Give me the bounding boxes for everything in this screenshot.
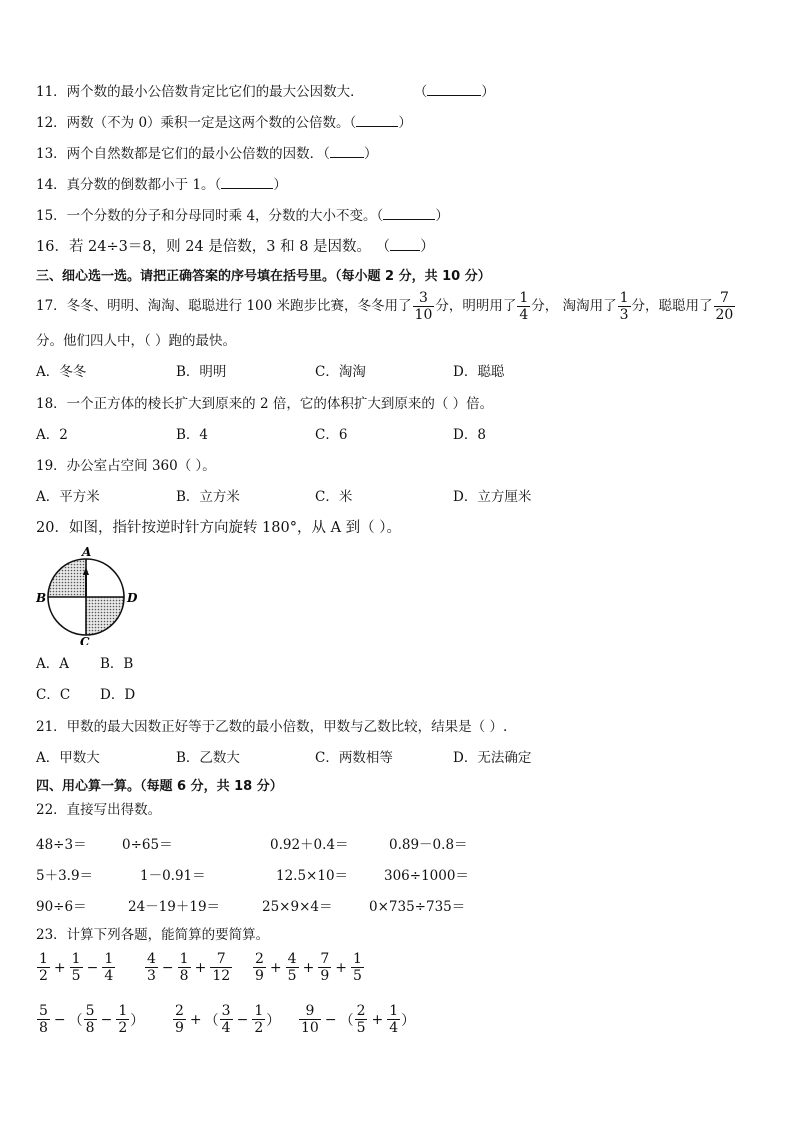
option-b[interactable]: B．立方米 bbox=[176, 489, 240, 505]
option-a[interactable]: A．甲数大 bbox=[36, 750, 100, 766]
answer-blank[interactable] bbox=[221, 176, 273, 189]
option-b[interactable]: B．4 bbox=[176, 427, 209, 443]
question-11: 11．两个数的最小公倍数肯定比它们的最大公因数大． （ ） bbox=[36, 84, 495, 100]
option-d[interactable]: D．聪聪 bbox=[453, 364, 505, 380]
calc-item: 5＋3.9＝ bbox=[36, 868, 94, 884]
option-b[interactable]: B．B bbox=[100, 656, 134, 672]
question-20: 20．如图，指针按逆时针方向旋转 180°，从 A 到（ ）。 bbox=[36, 520, 402, 536]
option-d[interactable]: D．8 bbox=[453, 427, 486, 443]
calc-item: 1－0.91＝ bbox=[140, 868, 206, 884]
option-a[interactable]: A．A bbox=[36, 656, 69, 672]
calc-item: 48÷3＝ bbox=[36, 837, 87, 853]
question-16: 16．若 24÷3＝8，则 24 是倍数，3 和 8 是因数。 （ ） bbox=[36, 239, 435, 255]
label-b: B bbox=[36, 591, 47, 605]
option-d[interactable]: D．无法确定 bbox=[453, 750, 532, 766]
expression-6: $\frac{9}{10}$ − （ $\frac{2}{5}$ + $\frac{1}{4}$ ） bbox=[301, 1003, 416, 1036]
option-b[interactable]: B．明明 bbox=[176, 364, 227, 380]
answer-blank[interactable] bbox=[330, 145, 364, 158]
fraction: $\frac{1}{3}$ bbox=[619, 289, 629, 323]
expression-3: $\frac{2}{9}$ + $\frac{4}{5}$ + $\frac{7}{9}$ + $\frac{1}{5}$ bbox=[255, 951, 362, 984]
option-c[interactable]: C．6 bbox=[315, 427, 348, 443]
question-22: 22．直接写出得数。 bbox=[36, 802, 162, 818]
question-19: 19．办公室占空间 360（ ）。 bbox=[36, 458, 216, 474]
calc-item: 90÷6＝ bbox=[36, 899, 87, 915]
expression-1: $\frac{1}{2}$ + $\frac{1}{5}$ − $\frac{1}{4}$ bbox=[39, 951, 114, 984]
expression-5: $\frac{2}{9}$ + （ $\frac{3}{4}$ − $\frac{1}{2}$ ） bbox=[175, 1003, 281, 1036]
option-a[interactable]: A．2 bbox=[36, 427, 68, 443]
label-c: C bbox=[80, 635, 90, 645]
option-c[interactable]: C．两数相等 bbox=[315, 750, 393, 766]
option-c[interactable]: C．C bbox=[36, 687, 71, 703]
calc-item: 0.92＋0.4＝ bbox=[270, 837, 349, 853]
fraction: $\frac{7}{20}$ bbox=[715, 289, 734, 323]
question-17-line2: 分。他们四人中，（ ）跑的最快。 bbox=[36, 333, 237, 349]
question-18: 18．一个正方体的棱长扩大到原来的 2 倍，它的体积扩大到原来的（ ）倍。 bbox=[36, 396, 494, 412]
calc-item: 306÷1000＝ bbox=[384, 868, 469, 884]
option-d[interactable]: D．D bbox=[100, 687, 136, 703]
question-14: 14．真分数的倒数都小于 1。（ ） bbox=[36, 177, 287, 193]
fraction: $\frac{1}{4}$ bbox=[519, 289, 529, 323]
label-d: D bbox=[127, 591, 138, 605]
section-title-3: 三、细心选一选。请把正确答案的序号填在括号里。（每小题 2 分，共 10 分） bbox=[36, 269, 491, 284]
question-12: 12．两数（不为 0）乘积一定是这两个数的公倍数。（ ） bbox=[36, 115, 412, 131]
option-b[interactable]: B．乙数大 bbox=[176, 750, 240, 766]
calc-item: 24－19＋19＝ bbox=[128, 899, 221, 915]
question-21: 21．甲数的最大因数正好等于乙数的最小倍数，甲数与乙数比较，结果是（ ）. bbox=[36, 719, 508, 735]
option-c[interactable]: C．米 bbox=[315, 489, 353, 505]
question-23: 23．计算下列各题，能简算的要简算。 bbox=[36, 927, 270, 943]
option-d[interactable]: D．立方厘米 bbox=[453, 489, 532, 505]
answer-blank[interactable] bbox=[390, 238, 420, 251]
question-13: 13．两个自然数都是它们的最小公倍数的因数．（ ） bbox=[36, 146, 378, 162]
expression-4: $\frac{5}{8}$ − （ $\frac{5}{8}$ − $\frac{1}{2}$ ） bbox=[39, 1003, 145, 1036]
calc-item: 0×735÷735＝ bbox=[369, 899, 466, 915]
label-a: A bbox=[82, 545, 92, 559]
calc-item: 0÷65＝ bbox=[122, 837, 173, 853]
answer-blank[interactable] bbox=[356, 114, 398, 127]
option-a[interactable]: A．冬冬 bbox=[36, 364, 87, 380]
question-15: 15．一个分数的分子和分母同时乘 4，分数的大小不变。（ ） bbox=[36, 208, 449, 224]
answer-blank[interactable] bbox=[427, 83, 481, 96]
question-17: 17．冬冬、明明、淘淘、聪聪进行 100 米跑步比赛，冬冬用了 $\frac{3}{10}$ 分，明明用了 $\frac{1}{4}$ 分， 淘淘用了 $\frac{1}{3}$ 分，聪聪用了 $\frac{7}{20}$ bbox=[36, 289, 734, 323]
calc-item: 25×9×4＝ bbox=[262, 899, 333, 915]
option-c[interactable]: C．淘淘 bbox=[315, 364, 366, 380]
section-title-4: 四、用心算一算。（每题 6 分，共 18 分） bbox=[36, 779, 283, 794]
expression-2: $\frac{4}{3}$ − $\frac{1}{8}$ + $\frac{7}{12}$ bbox=[147, 951, 231, 984]
calc-item: 0.89－0.8＝ bbox=[389, 837, 468, 853]
answer-blank[interactable] bbox=[383, 207, 435, 220]
calc-item: 12.5×10＝ bbox=[276, 868, 349, 884]
option-a[interactable]: A．平方米 bbox=[36, 489, 100, 505]
fraction: $\frac{3}{10}$ bbox=[414, 289, 433, 323]
rotation-dial-figure bbox=[34, 545, 144, 645]
